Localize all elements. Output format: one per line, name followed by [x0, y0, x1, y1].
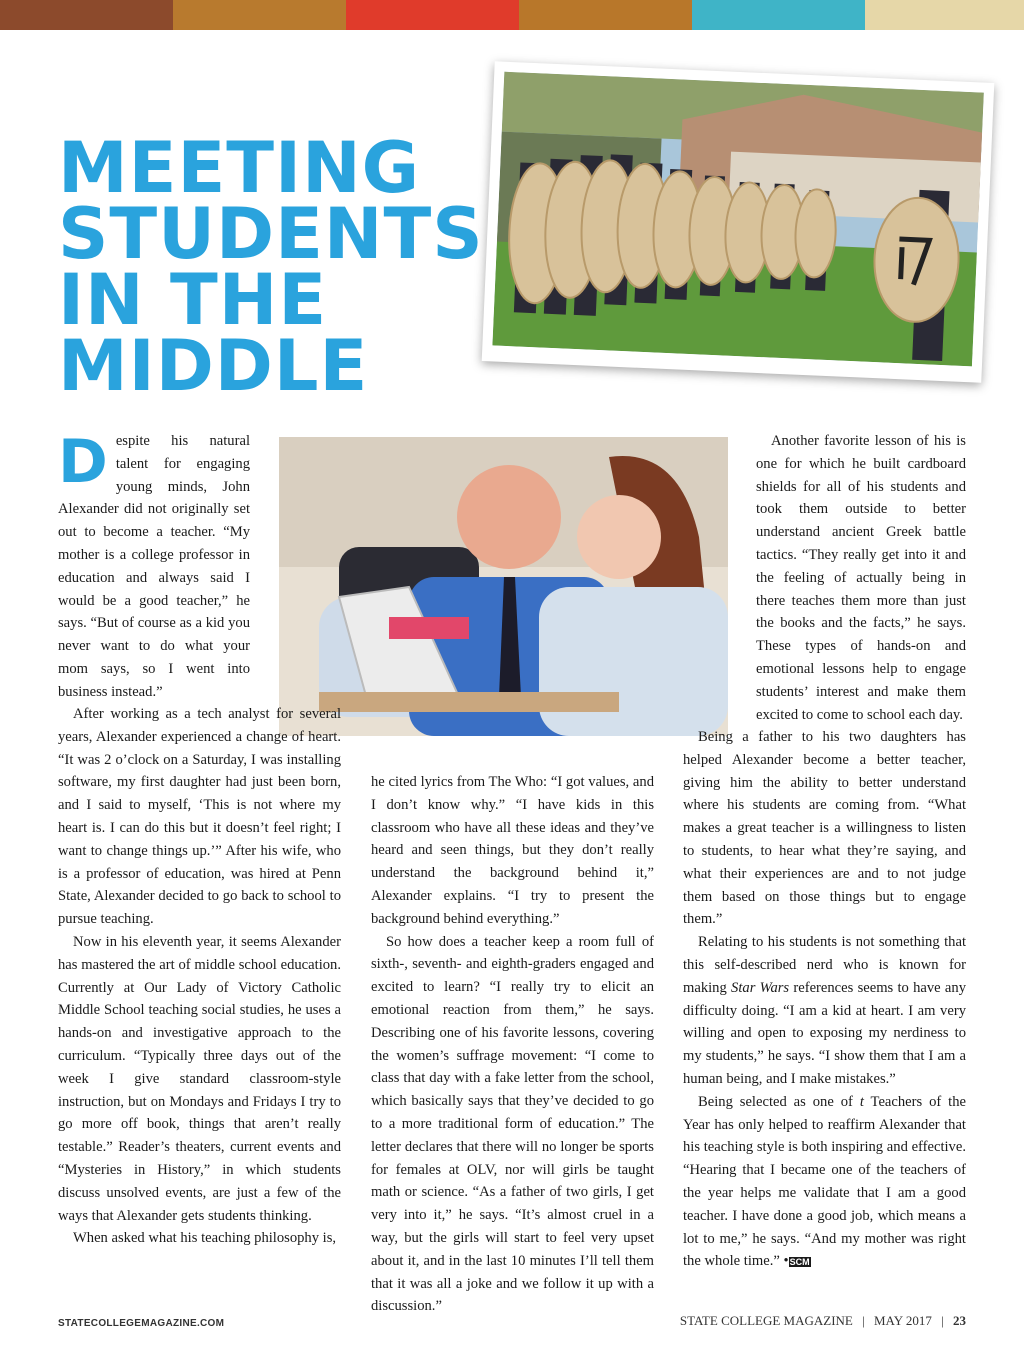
- article-paragraph-9: [683, 931, 966, 1091]
- headline-line-1: MEETING: [58, 127, 421, 209]
- color-band-3: [346, 0, 519, 30]
- footer-page-number: 23: [953, 1313, 966, 1328]
- article-paragraph-8: Being a father to his two daughters has helped Alexander become a better teacher, giving him the ability to better understand where his students are coming from. “What makes a great teacher is a willingness to listen to students, to hear what they’re saying, and what their experiences are and to not judge them based on those things but to engage them.”: [683, 729, 966, 928]
- headline: [58, 127, 538, 407]
- article-paragraph-6: So how does a teacher keep a room full of sixth-, seventh- and eighth-graders engaged and excited to learn? “I really try to elicit an emotional reaction from them,” he says. Describing one of his favorite lessons, covering the women’s suffrage movement: “I come to class that day with a fake letter from the school, which basically says that they’ve decided to go to a more traditional form of education.” The letter declares that there will no longer be sports for females at OLV, nor will girls be taught math or science. “As a father of two girls, I get very into it,” he says. “It’s almost cruel in a way, but the girls will start to feel very upset about it, and in the last 10 minutes I’ll tell them that it was all a joke and we follow it up with a discussion.”: [371, 933, 654, 1315]
- headline-line-2: STUDENTS: [58, 193, 484, 275]
- footer-date: MAY 2017: [873, 1313, 932, 1328]
- article-paragraph-3: Now in his eleventh year, it seems Alexander has mastered the art of middle school education. Currently at Our Lady of Victory Catholic Middle School teaching social studies, he uses a hands-on and investigative approach to the curriculum. “Typically three days out of the week I give standard classroom-style instruction, but on Mondays and Fridays I try to go more off book, things that aren’t really testable.” Reader’s theaters, current events and “Mysteries in History,” in which students discuss unsolved events, are just a few of the ways that Alexander gets students thinking.: [58, 933, 341, 1224]
- headline-line-3: IN THE: [58, 259, 328, 341]
- article-paragraph-2: After working as a tech analyst for several years, Alexander experienced a change of heart. “It was 2 o’clock on a Saturday, I was installing software, my first daughter had just been born, and I said to myself, ‘This is not where my heart is. I can do this but it doesn’t feel right; I want to change things up.’” After his wife, who is a professor of education, was hired at Penn State, Alexander decided to go back to school to pursue teaching.: [58, 706, 341, 928]
- article-paragraph-5: he cited lyrics from The Who: “I got values, and I don’t know why.” “I have kids in this classroom who have all these ideas and they’ve heard and seen things, but they don’t really understand the background behind it,” Alexander explains. “I try to present the background behind everything.”: [371, 774, 654, 927]
- footer-sep-2: |: [941, 1313, 944, 1328]
- footer-sep-1: |: [862, 1313, 865, 1328]
- end-logo: SCM: [789, 1257, 810, 1268]
- article-column-1: [58, 427, 250, 704]
- article-paragraph-1: espite his natural talent for engaging young minds, John Alexander did not originally set out to become a teacher. “My mother is a college professor in education and always said I would be a good teacher,” he says. “But of course as a kid you never want to do what your mom says, so I went into business instead.”: [58, 433, 250, 700]
- footer-website: STATECOLLEGEMAGAZINE.COM: [58, 1318, 225, 1329]
- end-mark: •: [783, 1253, 789, 1270]
- paragraph-10-end: Teachers of the Year has only helped to reaffirm Alexander that his teaching style is both inspiring and effective. “Hearing that I became one of the teachers of the year helps me validate that I am a good teacher. I have done a good job, which means a lot to me,” he says. “And my mother was right the whole time.”: [683, 1093, 967, 1270]
- color-band-2: [173, 0, 346, 30]
- article-column-1-lower: [58, 703, 341, 1250]
- color-band-1: [0, 0, 173, 30]
- article-paragraph-7: Another favorite lesson of his is one for which he built cardboard shields for all of his students and took them outside to better understand ancient Greek battle tactics. “They really get into it and the feeling of actually being in there teaches them more than just the books and the facts,” he says. These types of hands-on and emotional lessons help to engage students’ interest and make them excited to come to school each day.: [756, 433, 966, 723]
- star-wars-title: Star Wars: [731, 979, 790, 996]
- article-paragraph-10: [683, 1091, 966, 1274]
- article-column-2: [371, 771, 654, 1318]
- headline-line-4: MIDDLE: [58, 325, 369, 407]
- shields-photo-image: [492, 72, 983, 367]
- paragraph-9-start: Relating to his students is not something that this self-described nerd who is known for making: [683, 934, 966, 996]
- classroom-photo-image: [279, 437, 728, 736]
- article-column-3: [756, 430, 966, 726]
- drop-cap: D: [58, 427, 108, 497]
- color-band-4: [519, 0, 692, 30]
- paragraph-9-end: references seems to have any difficulty doing. “I am a kid at heart. I am very willing and open to exposing my nerdiness to my students,” he says. “I show them that I am a human being, and I make mistakes.”: [683, 979, 966, 1087]
- article-column-3-lower: [683, 726, 966, 1274]
- footer-magazine: STATE COLLEGE MAGAZINE: [679, 1313, 853, 1328]
- color-band-6: [865, 0, 1024, 30]
- article-paragraph-4: When asked what his teaching philosophy is,: [73, 1230, 337, 1247]
- paragraph-10-start: Being selected as one of: [698, 1093, 860, 1110]
- classroom-photo: [279, 437, 728, 736]
- magazine-initial: t: [859, 1093, 864, 1110]
- footer-publication: [680, 1313, 966, 1329]
- color-band-5: [692, 0, 865, 30]
- shields-photo: [482, 61, 995, 383]
